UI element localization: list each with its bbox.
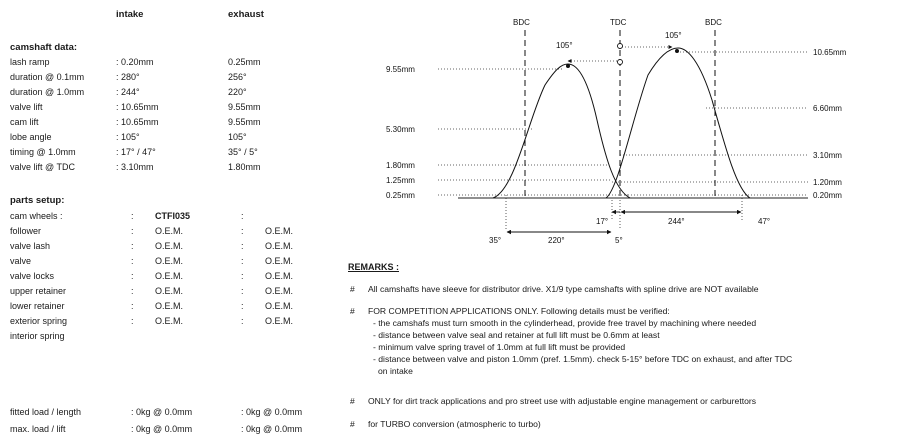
- exhaust-value: O.E.M.: [265, 301, 294, 311]
- intake-value: : 280°: [116, 72, 140, 82]
- camshaft-section-title: camshaft data:: [10, 42, 78, 53]
- intake-level-label: 6.60mm: [813, 104, 842, 113]
- intake-lobe-label: 105°: [665, 31, 682, 40]
- exhaust-value: : 0kg @ 0.0mm: [241, 424, 303, 434]
- intake-value: : 17° / 47°: [116, 147, 156, 157]
- tdc-marker-lower: [618, 60, 623, 65]
- remark-text: - distance between valve and piston 1.0mm (pref. 1.5mm). check 5-15° before TDC on exhaust, and after TDC: [373, 354, 793, 364]
- row-label: lobe angle: [10, 132, 52, 142]
- row-label: cam lift: [10, 117, 39, 127]
- intake-close-timing: 47°: [758, 217, 771, 226]
- intake-peak-marker: [675, 49, 679, 53]
- row-label: follower: [10, 226, 42, 236]
- parts-section-title: parts setup:: [10, 195, 65, 206]
- row-label: lower retainer: [10, 301, 65, 311]
- timing-arrows: [507, 212, 741, 232]
- exhaust-value: 256°: [228, 72, 247, 82]
- exhaust-open-timing: 35°: [489, 236, 502, 245]
- intake-value: O.E.M.: [155, 301, 184, 311]
- separator: :: [131, 211, 134, 221]
- tdc-label: TDC: [610, 18, 627, 27]
- bdc-right-label: BDC: [705, 18, 722, 27]
- separator: :: [241, 301, 244, 311]
- remark-bullet: #: [350, 284, 355, 294]
- remark-bullet: #: [350, 306, 355, 316]
- row-label: lash ramp: [10, 57, 50, 67]
- intake-value: O.E.M.: [155, 241, 184, 251]
- exhaust-value: O.E.M.: [265, 256, 294, 266]
- remark-text: FOR COMPETITION APPLICATIONS ONLY. Following details must be verified:: [368, 306, 670, 316]
- intake-open-timing: 17°: [596, 217, 609, 226]
- row-label: fitted load / length: [10, 407, 82, 417]
- exhaust-level-label: 1.25mm: [386, 176, 415, 185]
- intake-level-label: 10.65mm: [813, 48, 847, 57]
- separator: :: [241, 211, 244, 221]
- row-label: upper retainer: [10, 286, 67, 296]
- column-header-exhaust: exhaust: [228, 9, 264, 20]
- separator: :: [241, 286, 244, 296]
- row-label: interior spring: [10, 331, 65, 341]
- separator: :: [241, 271, 244, 281]
- crank-markers: [525, 30, 715, 198]
- exhaust-close-timing: 5°: [615, 236, 623, 245]
- row-label: exterior spring: [10, 316, 68, 326]
- exhaust-level-label: 5.30mm: [386, 125, 415, 134]
- exhaust-value: 35° / 5°: [228, 147, 258, 157]
- remark-bullet: #: [350, 396, 355, 406]
- separator: :: [241, 316, 244, 326]
- separator: :: [131, 316, 134, 326]
- row-label: max. load / lift: [10, 424, 66, 434]
- exhaust-value: 9.55mm: [228, 117, 261, 127]
- exhaust-value: 9.55mm: [228, 102, 261, 112]
- exhaust-value: : 0kg @ 0.0mm: [241, 407, 303, 417]
- separator: :: [131, 241, 134, 251]
- level-lines: [438, 47, 808, 230]
- intake-value: : 0kg @ 0.0mm: [131, 407, 193, 417]
- intake-lift-curve: [606, 48, 750, 198]
- exhaust-value: 0.25mm: [228, 57, 261, 67]
- intake-value: : 0kg @ 0.0mm: [131, 424, 193, 434]
- separator: :: [131, 286, 134, 296]
- intake-value: : 10.65mm: [116, 117, 159, 127]
- remark-text: - minimum valve spring travel of 1.0mm at full lift must be provided: [373, 342, 626, 352]
- diagram-labels: [386, 18, 847, 245]
- row-label: valve: [10, 256, 32, 266]
- exhaust-lobe-label: 105°: [556, 41, 573, 50]
- row-label: duration @ 0.1mm: [10, 72, 85, 82]
- intake-value: : 0.20mm: [116, 57, 154, 67]
- intake-value: O.E.M.: [155, 226, 184, 236]
- exhaust-lift-curve: [493, 64, 630, 198]
- row-label: cam wheels :: [10, 211, 63, 221]
- remark-text: - distance between valve seal and retainer at full lift must be 0.6mm at least: [373, 330, 660, 340]
- remark-text: - the camshafs must turn smooth in the cylinderhead, provide free travel by machining where needed: [373, 318, 757, 328]
- separator: :: [131, 271, 134, 281]
- row-label: valve locks: [10, 271, 55, 281]
- intake-value: O.E.M.: [155, 271, 184, 281]
- separator: :: [241, 226, 244, 236]
- separator: :: [241, 256, 244, 266]
- tdc-marker-upper: [618, 44, 623, 49]
- exhaust-level-label: 1.80mm: [386, 161, 415, 170]
- exhaust-duration-timing: 220°: [548, 236, 565, 245]
- intake-value: O.E.M.: [155, 256, 184, 266]
- intake-value: : 10.65mm: [116, 102, 159, 112]
- intake-level-label: 0.20mm: [813, 191, 842, 200]
- exhaust-peak-marker: [566, 64, 570, 68]
- exhaust-value: O.E.M.: [265, 316, 294, 326]
- remark-bullet: #: [350, 419, 355, 429]
- exhaust-value: 220°: [228, 87, 247, 97]
- column-header-intake: intake: [116, 9, 144, 20]
- remark-text: All camshafts have sleeve for distributor drive. X1/9 type camshafts with spline drive are NOT available: [368, 284, 759, 294]
- exhaust-value: O.E.M.: [265, 226, 294, 236]
- exhaust-value: O.E.M.: [265, 286, 294, 296]
- separator: :: [131, 301, 134, 311]
- intake-value: O.E.M.: [155, 286, 184, 296]
- intake-level-label: 3.10mm: [813, 151, 842, 160]
- intake-value: CTFI035: [155, 211, 191, 221]
- exhaust-value: O.E.M.: [265, 241, 294, 251]
- remarks-title: REMARKS :: [348, 262, 399, 272]
- separator: :: [241, 241, 244, 251]
- separator: :: [131, 256, 134, 266]
- intake-level-label: 1.20mm: [813, 178, 842, 187]
- intake-value: O.E.M.: [155, 316, 184, 326]
- exhaust-level-label: 9.55mm: [386, 65, 415, 74]
- intake-value: : 244°: [116, 87, 140, 97]
- row-label: duration @ 1.0mm: [10, 87, 85, 97]
- intake-value: : 3.10mm: [116, 162, 154, 172]
- row-label: valve lift @ TDC: [10, 162, 75, 172]
- row-label: valve lift: [10, 102, 43, 112]
- separator: :: [131, 226, 134, 236]
- remark-text: on intake: [378, 366, 413, 376]
- exhaust-level-label: 0.25mm: [386, 191, 415, 200]
- remark-text: ONLY for dirt track applications and pro street use with adjustable engine management or carburettors: [368, 396, 757, 406]
- exhaust-value: 105°: [228, 132, 247, 142]
- row-label: valve lash: [10, 241, 51, 251]
- remark-text: for TURBO conversion (atmospheric to turbo): [368, 419, 541, 429]
- exhaust-value: O.E.M.: [265, 271, 294, 281]
- exhaust-value: 1.80mm: [228, 162, 261, 172]
- intake-value: : 105°: [116, 132, 140, 142]
- intake-duration-timing: 244°: [668, 217, 685, 226]
- bdc-left-label: BDC: [513, 18, 530, 27]
- row-label: timing @ 1.0mm: [10, 147, 76, 157]
